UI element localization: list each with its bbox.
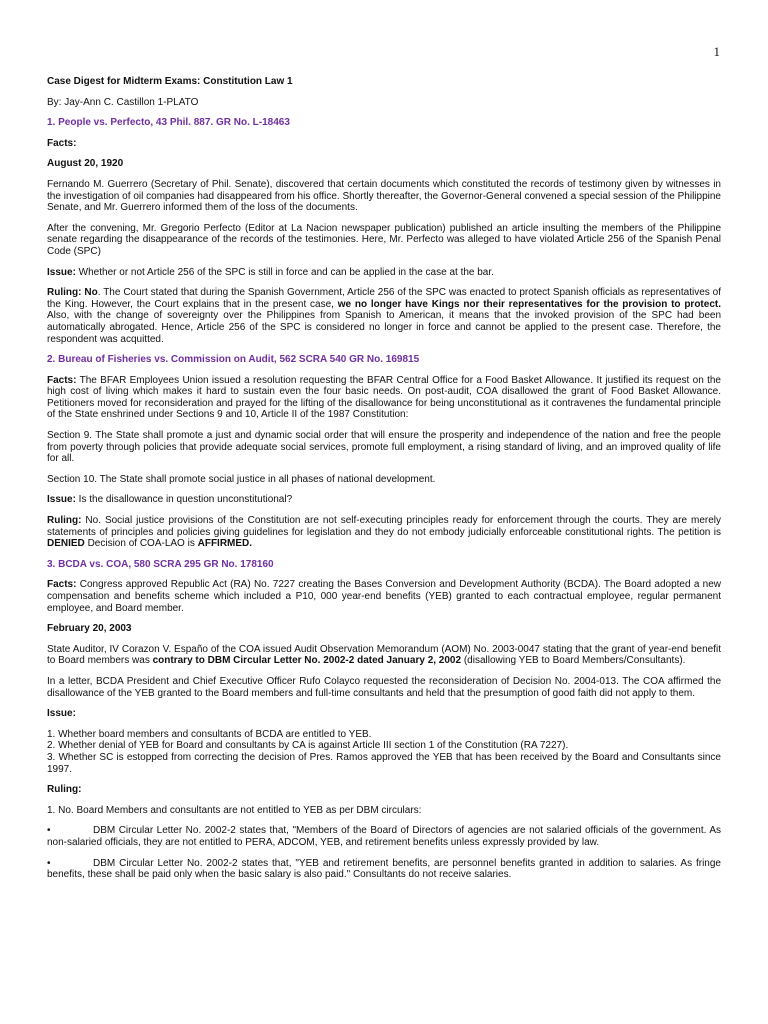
case3-issue-item: 3. Whether SC is estopped from correcting the decision of Pres. Ramos approved the YEB that has been received by the Board and Consultants since 1997.: [47, 751, 721, 775]
case1-heading: 1. People vs. Perfecto, 43 Phil. 887. GR No. L-18463: [47, 117, 290, 129]
case2-ruling-affirmed: AFFIRMED.: [197, 538, 253, 550]
case3-ruling-1: 1. No. Board Members and consultants are not entitled to YEB as per DBM circulars:: [47, 804, 422, 816]
case3-facts: [47, 579, 721, 614]
case3-facts-paragraph-2: In a letter, BCDA President and Chief Executive Officer Rufo Colayco requested the reconsideration of Decision No. 2004-013. The COA affirmed the disallowance of the YEB granted to the Board members and full-time consultants and held that the presumption of good faith did not apply to them.: [47, 675, 721, 699]
case2-ruling: [47, 515, 721, 550]
case3-bullet-text: DBM Circular Letter No. 2002-2 states that, "Members of the Board of Directors of agencies are not salaried officials of the government. As non-salaried officials, they are not entitled to PERA, ADCOM, YEB, and retirement benefits unless expressly provided by law.: [47, 825, 721, 848]
case3-issue-item: 1. Whether board members and consultants of BCDA are entitled to YEB.: [47, 728, 372, 740]
case3-bullet-item: [47, 858, 721, 881]
author-line: By: Jay-Ann C. Castillon 1-PLATO: [47, 96, 199, 108]
case1-ruling-verdict: No: [81, 287, 98, 299]
case3-issues-list: [47, 729, 721, 775]
case1-ruling: [47, 287, 721, 345]
case2-ruling-text-a: No. Social justice provisions of the Constitution are not self-executing principles ready for enforcement through the courts. They are merely statements of principles and policies giving guidelines for legislation and they do not embody judicially enforceable constitutional rights. The petition is: [47, 515, 721, 538]
case1-issue-text: Whether or not Article 256 of the SPC is still in force and can be applied in the case at the bar.: [75, 266, 494, 278]
case1-facts-paragraph-1: Fernando M. Guerrero (Secretary of Phil. Senate), discovered that certain documents which constituted the records of testimony given by witnesses in the investigation of oil companies had disappeared from his office. Shortly thereafter, the Governor-General convened a special session of the Philippine Senate, and Mr. Guerrero informed them of the loss of the documents.: [47, 178, 721, 214]
bullet-icon: •: [47, 825, 51, 837]
case2-issue: [47, 494, 721, 506]
case2-facts: [47, 375, 721, 421]
case2-facts-text: The BFAR Employees Union issued a resolution requesting the BFAR Central Office for a Food Basket Allowance. It justified its request on the high cost of living which makes it hard to sustain even the four basic needs. On post-audit, COA disallowed the grant of Food Basket Allowance. Petitioners moved for reconsideration and prayed for the lifting of the disallowance for being unconstitutional as it contravenes the fundamental principle of the State enshrined under Sections 9 and 10, Article II of the 1987 Constitution:: [47, 374, 721, 421]
case3-facts-text: Congress approved Republic Act (RA) No. 7227 creating the Bases Conversion and Development Authority (BCDA). The Board adopted a new compensation and benefits scheme which included a P10, 000 year-end benefits (YEB) granted to each contractual employee, regular permanent employee, and Board member.: [47, 579, 721, 614]
page-number: 1: [713, 44, 720, 59]
case3-facts-label: Facts:: [47, 579, 77, 591]
case2-facts-label: Facts:: [47, 374, 77, 386]
case3-issue-label: Issue:: [47, 708, 76, 720]
case3-heading: 3. BCDA vs. COA, 580 SCRA 295 GR No. 178160: [47, 558, 274, 570]
case2-section-10: Section 10. The State shall promote social justice in all phases of national development.: [47, 473, 436, 485]
case2-ruling-label: Ruling:: [47, 515, 82, 527]
case2-section-9: Section 9. The State shall promote a just and dynamic social order that will ensure the prosperity and independence of the nation and free the people from poverty through policies that provide adequate social services, promote full employment, a rising standard of living, and an improved quality of life for all.: [47, 430, 721, 465]
case1-ruling-emphasis: we no longer have Kings nor their representatives for the provision to protect.: [337, 298, 721, 310]
case2-issue-text: Is the disallowance in question unconstitutional?: [75, 494, 293, 506]
case3-p1-text-b: (disallowing YEB to Board Members/Consultants).: [461, 655, 686, 667]
case1-facts-paragraph-2: After the convening, Mr. Gregorio Perfecto (Editor at La Nacion newspaper publication) published an article insulting the members of the Philippine senate regarding the disappearance of the records of the testimonies. Here, Mr. Perfecto was alleged to have violated Article 256 of the Spanish Penal Code (SPC): [47, 222, 721, 257]
case3-facts-paragraph-1: [47, 644, 721, 667]
case3-date: February 20, 2003: [47, 623, 132, 635]
bullet-icon: •: [47, 857, 51, 869]
case2-heading: 2. Bureau of Fisheries vs. Commission on Audit, 562 SCRA 540 GR No. 169815: [47, 354, 420, 366]
case3-p1-emphasis: contrary to DBM Circular Letter No. 2002-2 dated January 2, 2002: [152, 655, 462, 667]
case1-ruling-text-a: . The Court stated that during the Spanish Government, Article 256 of the SPC was enacted to protect Spanish officials as representatives of the King. However, the Court explains that in the present case,: [47, 287, 722, 310]
case3-bullet-text: DBM Circular Letter No. 2002-2 states that, "YEB and retirement benefits, are personnel benefits granted in addition to salaries. As fringe benefits, these shall be paid only when the basic salary is also paid." Consultants do not receive salaries.: [47, 857, 721, 881]
case2-ruling-text-b: Decision of COA-LAO is: [84, 538, 198, 550]
document-body: [47, 76, 721, 890]
case1-ruling-text-b: Also, with the change of sovereignty over the Philippines from Spanish to American, it means that the invoked provision of the SPC had been automatically abrogated. Hence, Article 256 of the SPC is considered no longer in force and cannot be applied to the present case. Therefore, the respondent was acquitted.: [47, 310, 721, 345]
document-title: Case Digest for Midterm Exams: Constitution Law 1: [47, 76, 293, 87]
case3-issue-item: 2. Whether denial of YEB for Board and consultants by CA is against Article III section 1 of the Constitution (RA 7227).: [47, 740, 569, 752]
case1-ruling-label: Ruling:: [47, 287, 82, 299]
case1-date: August 20, 1920: [47, 158, 124, 170]
case1-issue-label: Issue:: [47, 266, 76, 278]
case3-p1-text-a: State Auditor, IV Corazon V. Españo of the COA issued Audit Observation Memorandum (AOM) No. 2003-0047 stating that the grant of year-end benefit to Board members was: [47, 643, 721, 667]
case1-issue: [47, 267, 721, 279]
case2-issue-label: Issue:: [47, 494, 76, 506]
case3-bullet-item: [47, 825, 721, 848]
case2-ruling-denied: DENIED: [47, 538, 85, 550]
case3-ruling-label: Ruling:: [47, 784, 82, 796]
case1-facts-label: Facts:: [47, 137, 77, 149]
